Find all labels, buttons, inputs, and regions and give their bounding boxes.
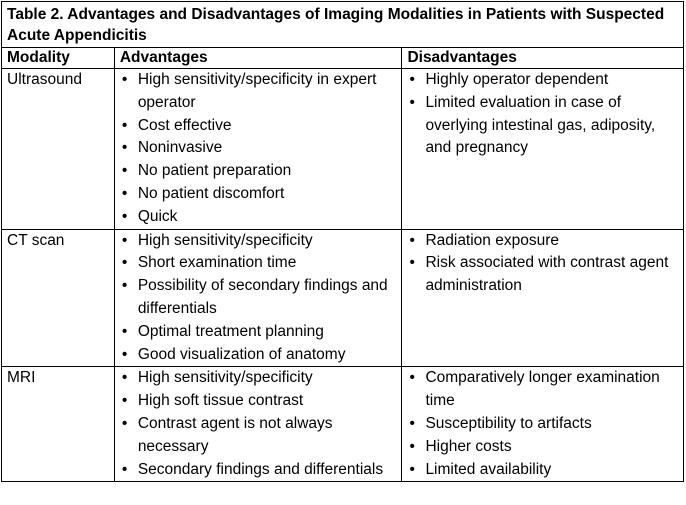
header-modality: Modality [2,48,115,69]
list-item: • Highly operator dependent [421,69,683,92]
list-item: • Susceptibility to artifacts [421,413,683,436]
header-disadvantages: Disadvantages [402,48,684,69]
list-item: • High sensitivity/specificity [134,230,402,253]
list-item: • Radiation exposure [421,230,683,253]
list-item: • Contrast agent is not always necessary [134,413,402,459]
list-item: • Comparatively longer examination time [421,367,683,413]
advantages-list [120,230,402,367]
list-item: • Good visualization of anatomy [134,344,402,367]
table-header-row [2,48,684,69]
list-item: • Limited evaluation in case of overlying intestinal gas, adiposity, and pregnancy [421,92,683,160]
advantages-cell [114,229,402,367]
list-item: • Possibility of secondary findings and differentials [134,275,402,321]
advantages-cell [114,367,402,482]
table-title-row [2,2,684,48]
list-item: • Secondary findings and differentials [134,459,402,482]
disadvantages-cell [402,69,684,230]
list-item: • High sensitivity/specificity [134,367,402,390]
imaging-modalities-table [1,1,684,482]
list-item: • Noninvasive [134,137,402,160]
disadvantages-list [407,69,683,160]
disadvantages-cell [402,367,684,482]
table-row-mri [2,367,684,482]
imaging-modalities-table-container [1,1,684,503]
disadvantages-list [407,367,683,481]
disadvantages-list [407,230,683,298]
modality-cell: CT scan [2,229,115,367]
table-title: Table 2. Advantages and Disadvantages of Imaging Modalities in Patients with Suspected Acute Appendicitis [2,2,684,48]
list-item: • Optimal treatment planning [134,321,402,344]
table-row-ultrasound [2,69,684,230]
advantages-list [120,367,402,481]
list-item: • Higher costs [421,436,683,459]
list-item: • No patient discomfort [134,183,402,206]
modality-cell: Ultrasound [2,69,115,230]
modality-cell: MRI [2,367,115,482]
list-item: • Quick [134,206,402,229]
advantages-list [120,69,402,229]
list-item: • Risk associated with contrast agent administration [421,252,683,298]
header-advantages: Advantages [114,48,402,69]
list-item: • No patient preparation [134,160,402,183]
list-item: • Limited availability [421,459,683,482]
list-item: • High soft tissue contrast [134,390,402,413]
table-row-ct-scan [2,229,684,367]
list-item: • Cost effective [134,115,402,138]
list-item: • High sensitivity/specificity in expert operator [134,69,402,115]
list-item: • Short examination time [134,252,402,275]
advantages-cell [114,69,402,230]
disadvantages-cell [402,229,684,367]
